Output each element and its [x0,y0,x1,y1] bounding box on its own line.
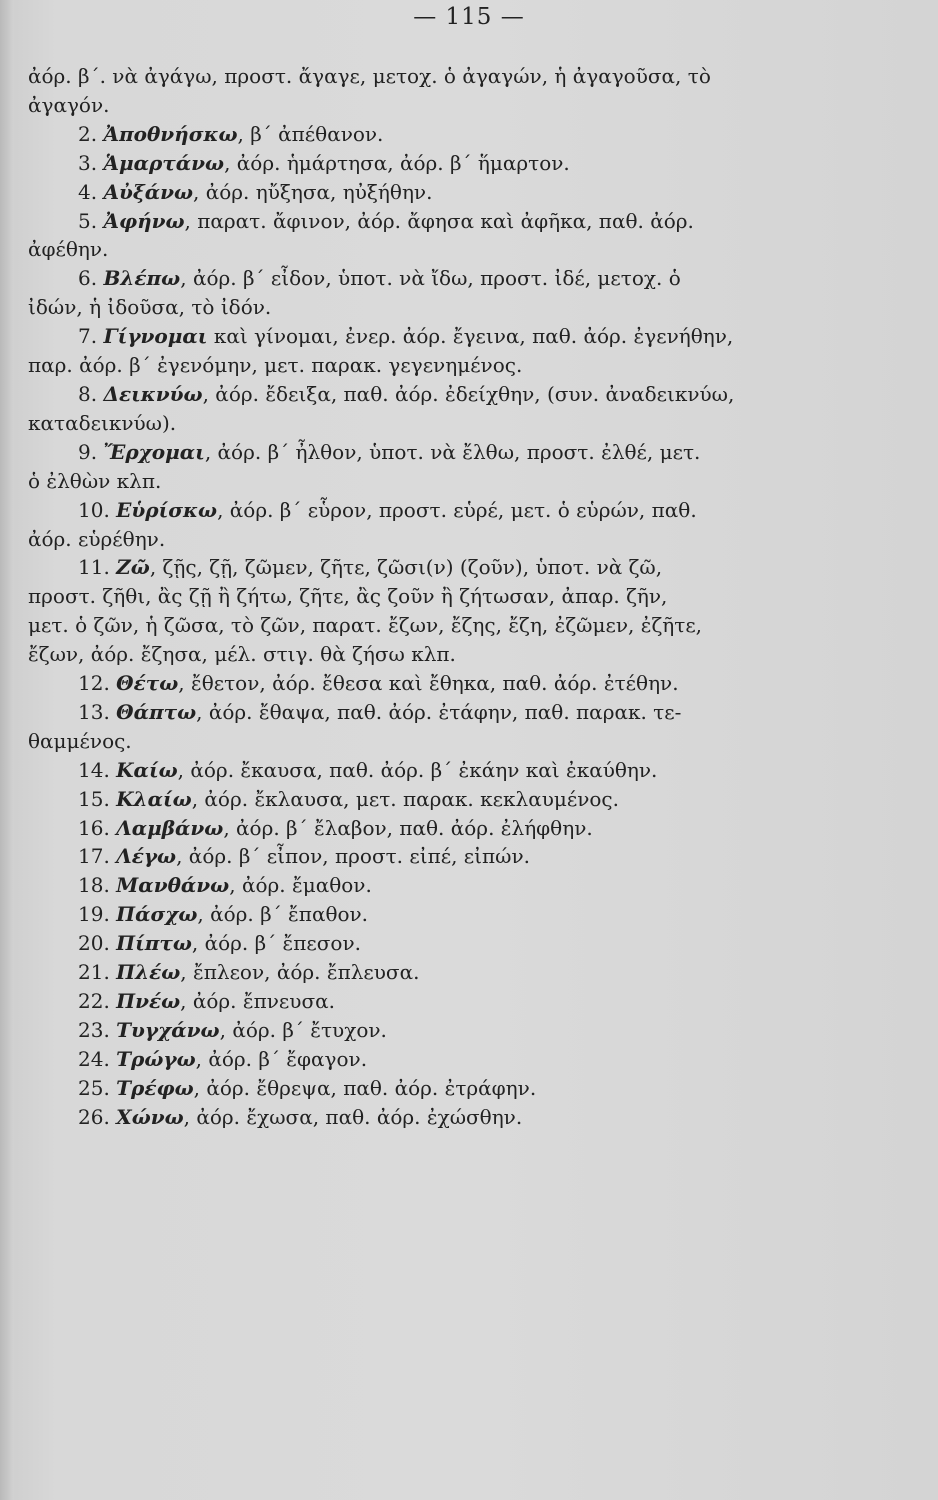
entry-text: , ἔθετον, ἀόρ. ἔθεσα καὶ ἔθηκα, παθ. ἀόρ. ἐτέθην. [178,671,679,696]
entry-number: 14. [78,757,117,782]
entry-number: 4. [78,179,104,204]
verb-headword: Θάπτω [116,699,197,724]
entry-text: ἰδών, ἡ ἰδοῦσα, τὸ ἰδόν. [28,295,272,320]
verb-entry-line [28,380,888,409]
entry-number: 26. [78,1104,117,1129]
entry-number: 12. [78,671,117,696]
verb-headword: Χώνω [116,1104,184,1129]
verb-headword: Ζῶ [116,555,150,580]
verb-headword: Τρώγω [116,1046,196,1071]
continuation-line [28,91,888,120]
entry-text: καὶ γίνομαι, ἐνερ. ἀόρ. ἔγεινα, παθ. ἀόρ. ἐγενήθην, [207,324,734,349]
verb-headword: Δεικνύω [103,381,203,406]
entry-number: 16. [78,815,117,840]
verb-headword: Βλέπω [103,266,181,291]
entry-number: 21. [78,960,117,985]
entry-text: θαμμένος. [28,728,132,753]
entry-number: 17. [78,844,117,869]
verb-entry-line [28,438,888,467]
continuation-line [28,582,888,611]
entry-text: παρ. ἀόρ. β΄ ἐγενόμην, μετ. παρακ. γεγενημένος. [28,353,523,378]
verb-entry-line [28,900,888,929]
entry-text: , ἔπλεον, ἀόρ. ἔπλευσα. [180,960,420,985]
entry-text: , ἀόρ. β΄ ἔτυχον. [219,1017,387,1042]
entry-text: , ζῇς, ζῇ, ζῶμεν, ζῆτε, ζῶσι(ν) (ζοῦν), ὑποτ. νὰ ζῶ, [149,555,663,580]
verb-entry-line [28,842,888,871]
verb-entry-line [28,1103,888,1132]
entry-text: , ἀόρ. ἔθαψα, παθ. ἀόρ. ἐτάφην, παθ. παρακ. τε- [196,699,682,724]
entry-number: 6. [78,266,104,291]
verb-entry-line [28,669,888,698]
verb-headword: Θέτω [116,671,179,696]
entry-text: , ἀόρ. ἔθρεψα, παθ. ἀόρ. ἐτράφην. [193,1075,537,1100]
entry-text: , ἀόρ. β΄ εὗρον, προστ. εὑρέ, μετ. ὁ εὑρών, παθ. [217,497,697,522]
verb-entry-line [28,958,888,987]
entry-number: 20. [78,931,117,956]
entry-text: ἀγαγόν. [28,92,110,117]
entry-number: 25. [78,1075,117,1100]
continuation-line [28,467,888,496]
verb-entry-line [28,553,888,582]
page-number: — 115 — [413,4,525,30]
verb-headword: Γίγνομαι [103,324,208,349]
entry-text: , ἀόρ. β΄ ἔφαγον. [195,1046,368,1071]
verb-headword: Ἀφήνω [103,208,185,233]
verb-headword: Πίπτω [116,931,192,956]
continuation-line [28,351,888,380]
entry-text: μετ. ὁ ζῶν, ἡ ζῶσα, τὸ ζῶν, παρατ. ἔζων, ἔζης, ἔζη, ἐζῶμεν, ἐζῆτε, [28,613,703,638]
continuation-line [28,611,888,640]
entry-text: προστ. ζῆθι, ἂς ζῇ ἢ ζήτω, ζῆτε, ἂς ζοῦν ἢ ζήτωσαν, ἀπαρ. ζῆν, [28,584,668,609]
entry-text: , ἀόρ. ἡμάρτησα, ἀόρ. β΄ ἥμαρτον. [224,150,570,175]
verb-headword: Τυγχάνω [116,1017,220,1042]
verb-entry-line [28,322,888,351]
entry-text: , ἀόρ. β΄ ἦλθον, ὑποτ. νὰ ἔλθω, προστ. ἐλθέ, μετ. [204,439,701,464]
verb-entry-line [28,756,888,785]
verb-entry-line [28,871,888,900]
verb-headword: Καίω [116,757,178,782]
entry-text: ἀφέθην. [28,237,109,262]
page-text [28,62,888,1132]
entry-number: 22. [78,989,117,1013]
verb-entry-line [28,149,888,178]
entry-text: , ἀόρ. ἔκαυσα, παθ. ἀόρ. β΄ ἐκάην καὶ ἐκαύθην. [177,757,658,782]
verb-headword: Τρέφω [116,1075,194,1100]
entry-number: 15. [78,786,117,811]
entry-text: , ἀόρ. ἔκλαυσα, μετ. παρακ. κεκλαυμένος. [191,786,619,811]
verb-entry-line [28,1045,888,1074]
entry-number: 18. [78,873,117,898]
verb-headword: Ἀποθνήσκω [103,121,238,146]
verb-entry-line [28,785,888,814]
continuation-line [28,293,888,322]
entry-number: 7. [78,324,104,349]
entry-text: ἀόρ. εὑρέθην. [28,526,166,551]
verb-headword: Λέγω [116,844,177,869]
verb-entry-line [28,207,888,236]
verb-headword: Εὑρίσκω [116,497,218,522]
entry-text: , ἀόρ. β΄ ἔπεσον. [191,931,361,956]
verb-headword: Ἁμαρτάνω [103,150,225,175]
verb-entry-line [28,1074,888,1103]
continuation-line [28,640,888,669]
continuation-line [28,525,888,554]
verb-entry-line [28,264,888,293]
verb-entry-line [28,814,888,843]
entry-text: , ἀόρ. ηὔξησα, ηὐξήθην. [193,179,433,204]
entry-number: 9. [78,439,104,464]
verb-entry-line [28,929,888,958]
verb-entry-line [28,1016,888,1045]
verb-entry-line [28,698,888,727]
entry-text: , ἀόρ. ἔδειξα, παθ. ἀόρ. ἐδείχθην, (συν. ἀναδεικνύω, [202,381,735,406]
entry-text: ἀόρ. β΄. νὰ ἀγάγω, προστ. ἄγαγε, μετοχ. ὁ ἀγαγών, ἡ ἀγαγοῦσα, τὸ [28,64,711,88]
entry-number: 11. [78,555,117,580]
entry-number: 19. [78,902,117,927]
verb-headword: Πάσχω [116,902,198,927]
entry-text: ἔζων, ἀόρ. ἔζησα, μέλ. στιγ. θὰ ζήσω κλπ. [28,642,456,667]
entry-text: , ἀόρ. β΄ εἶδον, ὑποτ. νὰ ἴδω, προστ. ἰδέ, μετοχ. ὁ [180,266,681,291]
page-gutter [0,0,14,1500]
entry-number: 23. [78,1017,117,1042]
verb-entry-line [28,496,888,525]
continuation-line [28,409,888,438]
entry-number: 24. [78,1046,117,1071]
verb-headword: Ἔρχομαι [103,439,205,464]
verb-headword: Μανθάνω [116,873,230,898]
entry-text: , β΄ ἀπέθανον. [237,121,384,146]
entry-number: 8. [78,381,104,406]
verb-headword: Πλέω [116,960,181,985]
entry-number: 13. [78,699,117,724]
entry-text: καταδεικνύω). [28,410,177,435]
entry-number: 10. [78,497,117,522]
verb-entry-line [28,120,888,149]
verb-headword: Λαμβάνω [116,815,224,840]
verb-entry-line [28,987,888,1016]
entry-text: ὁ ἐλθὼν κλπ. [28,468,162,493]
verb-headword: Πνέω [116,989,181,1013]
entry-number: 3. [78,150,104,175]
entry-text: , ἀόρ. β΄ ἔπαθον. [197,902,369,927]
entry-text: , παρατ. ἄφινον, ἀόρ. ἄφησα καὶ ἀφῆκα, παθ. ἀόρ. [184,208,694,233]
verb-headword: Κλαίω [116,786,192,811]
entry-number: 2. [78,121,104,146]
entry-text: , ἀόρ. β΄ εἶπον, προστ. εἰπέ, εἰπών. [176,844,530,869]
entry-number: 5. [78,208,104,233]
verb-entry-line [28,178,888,207]
entry-text: , ἀόρ. ἔχωσα, παθ. ἀόρ. ἐχώσθην. [183,1104,523,1129]
entry-text: , ἀόρ. ἔμαθον. [229,873,372,898]
continuation-line [28,62,888,91]
continuation-line [28,727,888,756]
continuation-line [28,235,888,264]
entry-text: , ἀόρ. ἔπνευσα. [180,989,335,1013]
verb-headword: Αὐξάνω [103,179,194,204]
entry-text: , ἀόρ. β΄ ἔλαβον, παθ. ἀόρ. ἐλήφθην. [223,815,593,840]
